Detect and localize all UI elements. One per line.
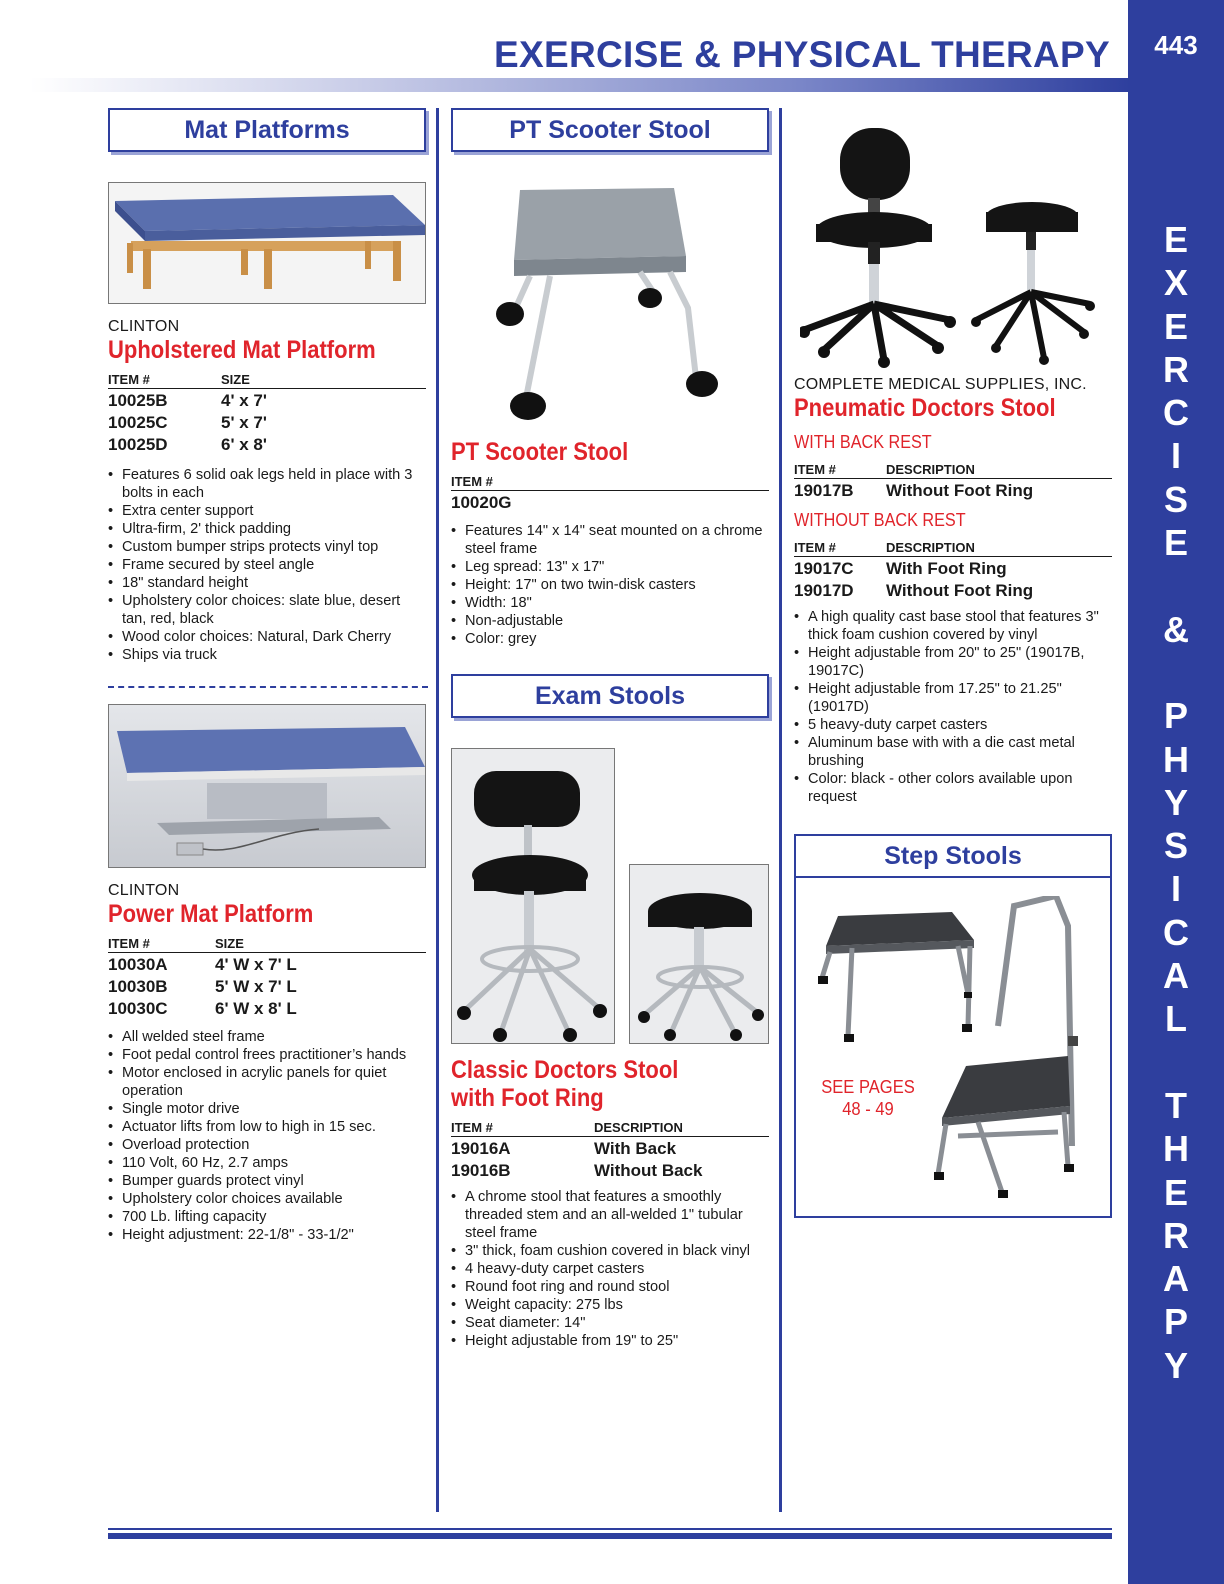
item-description: Without Foot Ring: [886, 581, 1034, 600]
sidebar-letter: R: [1163, 1214, 1189, 1256]
feature-item: • Width: 18": [451, 594, 771, 612]
feature-item: • Weight capacity: 275 lbs: [451, 1296, 773, 1314]
sidebar-letter: P: [1163, 1301, 1188, 1343]
item-description: With Back: [594, 1139, 677, 1158]
feature-item: • Overload protection: [108, 1136, 430, 1154]
feature-item: • Color: black - other colors available upon request: [794, 770, 1104, 806]
item-number: 10025D: [108, 435, 168, 454]
feature-item: • Ultra-firm, 2' thick padding: [108, 520, 428, 538]
feature-item: • Height adjustment: 22-1/8" - 33-1/2": [108, 1226, 430, 1244]
subsection-with-back-rest: WITH BACK REST: [794, 432, 932, 452]
feature-item: • 4 heavy-duty carpet casters: [451, 1260, 773, 1278]
step-stools-photo: [818, 896, 1108, 1200]
product-name: Pneumatic Doctors Stool: [794, 394, 1056, 422]
sidebar-letter: Y: [1163, 1344, 1188, 1386]
bottom-rule: [108, 1533, 1112, 1539]
section-title-step-stools: Step Stools: [794, 834, 1112, 878]
product-name: Power Mat Platform: [108, 900, 314, 928]
exam-stool-without-back-photo: [629, 864, 769, 1044]
item-size: 4' x 7': [221, 391, 267, 410]
column-header: ITEM #: [451, 1120, 594, 1137]
feature-item: • Foot pedal control frees practitioner’s hands: [108, 1046, 430, 1064]
sidebar-letter: L: [1165, 998, 1187, 1040]
item-number: 10030B: [108, 977, 168, 996]
table-row: [108, 975, 426, 997]
feature-item: • Wood color choices: Natural, Dark Cherry: [108, 628, 428, 646]
item-number: 10025C: [108, 413, 168, 432]
table-row: [451, 1159, 769, 1181]
item-number: 19017D: [794, 581, 854, 600]
column-header: ITEM #: [794, 462, 886, 479]
item-table: [451, 474, 769, 513]
column-header: DESCRIPTION: [886, 540, 1112, 557]
column-header: ITEM #: [451, 474, 769, 491]
sidebar-letter: R: [1163, 348, 1189, 390]
sidebar-letter: Y: [1163, 781, 1188, 823]
feature-item: • Height adjustable from 19" to 25": [451, 1332, 773, 1350]
dashed-divider: [108, 686, 428, 688]
item-number: 10020G: [451, 493, 512, 512]
table-row: [794, 557, 1112, 580]
section-title-mat-platforms: Mat Platforms: [108, 108, 426, 152]
feature-item: • Height: 17" on two twin-disk casters: [451, 576, 771, 594]
feature-item: • Leg spread: 13" x 17": [451, 558, 771, 576]
table-row: [108, 433, 426, 455]
sidebar-letter: E: [1163, 305, 1188, 347]
item-table: [108, 372, 426, 455]
brand-label: CLINTON: [108, 882, 180, 899]
feature-item: • Upholstery color choices available: [108, 1190, 430, 1208]
feature-item: • Aluminum base with with a die cast metal brushing: [794, 734, 1104, 770]
section-title-pt-scooter: PT Scooter Stool: [451, 108, 769, 152]
sidebar-letter: P: [1163, 695, 1188, 737]
sidebar-letter: E: [1163, 219, 1188, 260]
table-row: [451, 491, 769, 514]
sidebar-letter: X: [1163, 262, 1188, 304]
sidebar-letter: E: [1163, 1171, 1188, 1213]
item-size: 5' x 7': [221, 413, 267, 432]
feature-list: [451, 1188, 773, 1350]
feature-item: • Single motor drive: [108, 1100, 430, 1118]
table-row: [794, 579, 1112, 601]
table-row: [108, 953, 426, 976]
product-name: Upholstered Mat Platform: [108, 336, 376, 364]
feature-list: [108, 1028, 430, 1244]
subsection-without-back-rest: WITHOUT BACK REST: [794, 510, 966, 530]
feature-item: • Features 14" x 14" seat mounted on a chrome steel frame: [451, 522, 771, 558]
item-number: 10030A: [108, 955, 168, 974]
feature-item: • A high quality cast base stool that features 3" thick foam cushion covered by vinyl: [794, 608, 1104, 644]
item-size: 5' W x 7' L: [215, 977, 297, 996]
feature-item: • Frame secured by steel angle: [108, 556, 428, 574]
item-number: 19016A: [451, 1139, 511, 1158]
column-header: SIZE: [215, 936, 426, 953]
column-header: DESCRIPTION: [594, 1120, 769, 1137]
feature-item: • Extra center support: [108, 502, 428, 520]
feature-list: [451, 522, 771, 648]
feature-item: • Height adjustable from 17.25" to 21.25" (19017D): [794, 680, 1104, 716]
table-row: [794, 479, 1112, 502]
table-row: [108, 389, 426, 412]
header-gradient-bar: [30, 78, 1130, 92]
sidebar-letter: &: [1163, 608, 1189, 650]
pneumatic-stools-photo: [800, 124, 1100, 368]
item-number: 10025B: [108, 391, 168, 410]
table-row: [108, 997, 426, 1019]
feature-item: • All welded steel frame: [108, 1028, 430, 1046]
sidebar-letter: E: [1163, 522, 1188, 564]
see-pages-range: 48 - 49: [842, 1099, 894, 1119]
sidebar-letter: [1128, 1041, 1224, 1084]
sidebar-letter: [1128, 564, 1224, 607]
sidebar-letter: H: [1163, 738, 1189, 780]
see-pages-note: [813, 1076, 923, 1120]
column-header: SIZE: [221, 372, 426, 389]
product-name: [451, 1056, 678, 1112]
feature-item: • Upholstery color choices: slate blue, desert tan, red, black: [108, 592, 428, 628]
item-description: Without Foot Ring: [886, 481, 1034, 500]
feature-item: • Height adjustable from 20" to 25" (19017B, 19017C): [794, 644, 1104, 680]
feature-item: • Motor enclosed in acrylic panels for quiet operation: [108, 1064, 430, 1100]
sidebar-vertical-title: [1128, 218, 1224, 1387]
feature-item: • A chrome stool that features a smoothly threaded stem and an all-welded 1" tubular steel frame: [451, 1188, 773, 1242]
feature-item: • Ships via truck: [108, 646, 428, 664]
column-header: ITEM #: [108, 372, 221, 389]
item-table: [794, 462, 1112, 501]
product-name-line: with Foot Ring: [451, 1084, 604, 1112]
item-size: 4' W x 7' L: [215, 955, 297, 974]
sidebar-letter: S: [1163, 825, 1188, 867]
sidebar-letter: [1128, 651, 1224, 694]
sidebar-letter: T: [1165, 1084, 1187, 1126]
item-table: [108, 936, 426, 1019]
page-number: 443: [1154, 30, 1198, 60]
item-table: [794, 540, 1112, 601]
feature-item: • Bumper guards protect vinyl: [108, 1172, 430, 1190]
item-size: 6' x 8': [221, 435, 267, 454]
feature-item: • Actuator lifts from low to high in 15 sec.: [108, 1118, 430, 1136]
feature-item: • Round foot ring and round stool: [451, 1278, 773, 1296]
table-row: [451, 1137, 769, 1160]
column-header: ITEM #: [794, 540, 886, 557]
bottom-rule: [108, 1528, 1112, 1530]
item-description: With Foot Ring: [886, 559, 1007, 578]
item-number: 10030C: [108, 999, 168, 1018]
column-divider: [779, 108, 782, 1512]
sidebar-letter: A: [1163, 1258, 1189, 1300]
item-number: 19016B: [451, 1161, 511, 1180]
feature-list: [794, 608, 1104, 806]
sidebar-letter: I: [1170, 435, 1181, 477]
sidebar-letter: S: [1163, 478, 1188, 520]
feature-item: • Non-adjustable: [451, 612, 771, 630]
column-header: ITEM #: [108, 936, 215, 953]
page-title: EXERCISE & PHYSICAL THERAPY: [494, 34, 1110, 75]
brand-label: COMPLETE MEDICAL SUPPLIES, INC.: [794, 376, 1087, 393]
feature-list: [108, 466, 428, 664]
feature-item: • Custom bumper strips protects vinyl top: [108, 538, 428, 556]
item-size: 6' W x 8' L: [215, 999, 297, 1018]
item-description: Without Back: [594, 1161, 703, 1180]
product-name-line: Classic Doctors Stool: [451, 1056, 679, 1084]
item-number: 19017C: [794, 559, 854, 578]
sidebar-letter: I: [1170, 868, 1181, 910]
sidebar-letter: H: [1163, 1128, 1189, 1170]
item-table: [451, 1120, 769, 1181]
exam-stool-with-back-photo: [451, 748, 615, 1044]
sidebar-letter: C: [1163, 911, 1189, 953]
feature-item: • Features 6 solid oak legs held in place with 3 bolts in each: [108, 466, 428, 502]
feature-item: • Color: grey: [451, 630, 771, 648]
feature-item: • 3" thick, foam cushion covered in black vinyl: [451, 1242, 773, 1260]
mat-platform-photo: [108, 182, 426, 304]
feature-item: • 18" standard height: [108, 574, 428, 592]
column-header: DESCRIPTION: [886, 462, 1112, 479]
feature-item: • 5 heavy-duty carpet casters: [794, 716, 1104, 734]
feature-item: • 110 Volt, 60 Hz, 2.7 amps: [108, 1154, 430, 1172]
pt-scooter-photo: [490, 180, 730, 430]
brand-label: CLINTON: [108, 318, 180, 335]
table-row: [108, 411, 426, 433]
sidebar-letter: A: [1163, 955, 1189, 997]
see-pages-line: SEE PAGES: [821, 1077, 915, 1097]
sidebar-letter: C: [1163, 392, 1189, 434]
item-number: 19017B: [794, 481, 854, 500]
section-title-exam-stools: Exam Stools: [451, 674, 769, 718]
feature-item: • Seat diameter: 14": [451, 1314, 773, 1332]
product-name: PT Scooter Stool: [451, 438, 629, 466]
column-divider: [436, 108, 439, 1512]
feature-item: • 700 Lb. lifting capacity: [108, 1208, 430, 1226]
power-mat-photo: [108, 704, 426, 868]
